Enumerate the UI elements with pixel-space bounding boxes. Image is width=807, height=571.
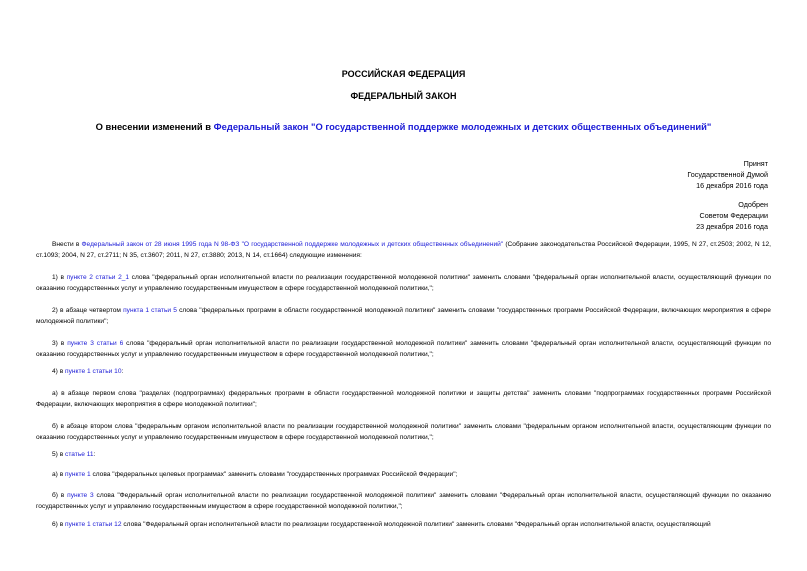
accepted-line: Государственной Думой xyxy=(687,170,768,179)
article-link[interactable]: пункте 1 статьи 10 xyxy=(65,368,122,375)
paragraph-text: б) в абзаце втором слова "федеральным органом исполнительной власти по реализации государственной молодежной политики" заменить словами "федеральным органом исполнительной власти, осуществляющим функции по оказанию государственных услуг и управлению государственным имуществом в сфере государственной молодежной политики,"; xyxy=(36,423,771,441)
article-link[interactable]: пункте 2 статьи 2_1 xyxy=(66,274,130,281)
paragraph-text: слова "федеральных программ в области государственной молодежной политики" заменить словами "государственных программ Российской Федерации, включающих мероприятия в сфере молодежной политики"; xyxy=(36,307,771,325)
paragraph-4a xyxy=(36,389,771,410)
paragraph-intro xyxy=(36,240,771,261)
paragraph-text: слова "федеральный орган исполнительной власти по реализации государственной молодежной политики" заменить словами "федеральный орган исполнительной власти, осуществляющий функции по оказанию государственных услуг и управлению государственным имуществом в сфере государственной молодежной политики,"; xyxy=(36,340,771,358)
title-law-link[interactable]: Федеральный закон "О государственной поддержке молодежных и детских общественных объединений" xyxy=(213,121,712,132)
paragraph-text: 4) в xyxy=(52,368,66,375)
article-link[interactable]: пункте 1 xyxy=(65,471,91,478)
paragraph-text: б) в xyxy=(52,492,68,499)
paragraph-5b xyxy=(36,491,771,512)
article-link[interactable]: пункте 3 статьи 6 xyxy=(67,340,124,347)
paragraph-1 xyxy=(36,273,771,294)
paragraph-text: 3) в xyxy=(52,340,68,347)
paragraph-text: а) в абзаце первом слова "разделах (подпрограммах) федеральных программ в области государственной молодежной политики и защиты детства" заменить словами "подпрограммах государственных программ Российской Федерации, включающих мероприятия в сфере молодежной политики"; xyxy=(36,390,771,408)
paragraph-text: : xyxy=(93,451,96,458)
paragraph-5a xyxy=(36,470,771,481)
country-heading: РОССИЙСКАЯ ФЕДЕРАЦИЯ xyxy=(341,69,466,79)
paragraph-text: слова "Федеральный орган исполнительной власти по реализации государственной молодежной политики" заменить словами "Федеральный орган исполнительной власти, осуществляющий xyxy=(121,521,711,528)
paragraph-text: : xyxy=(121,368,124,375)
law-link[interactable]: Федеральный закон от 28 июня 1995 года N 98-ФЗ "О государственной поддержке молодежных и детских общественных объединений" xyxy=(81,241,504,248)
paragraph-2 xyxy=(36,306,771,327)
paragraph-text: 2) в абзаце четвертом xyxy=(52,307,124,314)
paragraph-6 xyxy=(36,520,771,531)
article-link[interactable]: пункте 1 статьи 12 xyxy=(65,521,122,528)
approved-line: Одобрен xyxy=(738,200,768,209)
paragraph-5 xyxy=(36,450,771,461)
document-title xyxy=(36,121,771,132)
paragraph-4b xyxy=(36,422,771,443)
paragraph-4 xyxy=(36,367,771,378)
accepted-line: 16 декабря 2016 года xyxy=(696,181,768,190)
paragraph-3 xyxy=(36,339,771,360)
paragraph-text: слова "Федеральный орган исполнительной власти по реализации государственной молодежной политики" заменить словами "Федеральный орган исполнительной власти, осуществляющий функции по оказанию государственных услуг и управлению государственным имуществом в сфере государственной молодежной политики,"; xyxy=(36,492,771,510)
paragraph-text: Внести в xyxy=(52,241,82,248)
adoption-accepted xyxy=(687,158,768,191)
paragraph-text: 1) в xyxy=(52,274,67,281)
paragraph-text: слова "федеральных целевых программах" заменить словами "государственных программах Российской Федерации"; xyxy=(90,471,458,478)
approved-line: 23 декабря 2016 года xyxy=(696,222,768,231)
paragraph-text: 6) в xyxy=(52,521,66,528)
law-type-heading: ФЕДЕРАЛЬНЫЙ ЗАКОН xyxy=(350,91,457,101)
title-prefix: О внесении изменений в xyxy=(95,121,214,132)
approved-line: Советом Федерации xyxy=(699,211,768,220)
article-link[interactable]: пункте 3 xyxy=(67,492,94,499)
paragraph-text: 5) в xyxy=(52,451,66,458)
paragraph-text: слова "федеральный орган исполнительной власти по реализации государственной молодежной политики" заменить словами "федеральный орган исполнительной власти, осуществляющий функции по оказанию государственных услуг и управлению государственным имуществом в сфере государственной молодежной политики,"; xyxy=(36,274,772,292)
article-link[interactable]: пункта 1 статьи 5 xyxy=(123,307,177,314)
adoption-approved xyxy=(696,199,768,232)
paragraph-text: а) в xyxy=(52,471,66,478)
paragraph-text: (Собрание законодательства Российской Федерации, 1995, N 27, ст.2503; 2002, N 12, ст.1093; 2004, N 27, ст.2711; N 35, ст.3607; 2011, N 27, ст.3880; 2013, N 14, ст.1664) следующие изменения: xyxy=(36,241,772,259)
article-link[interactable]: статье 11 xyxy=(65,451,94,458)
accepted-line: Принят xyxy=(743,159,768,168)
